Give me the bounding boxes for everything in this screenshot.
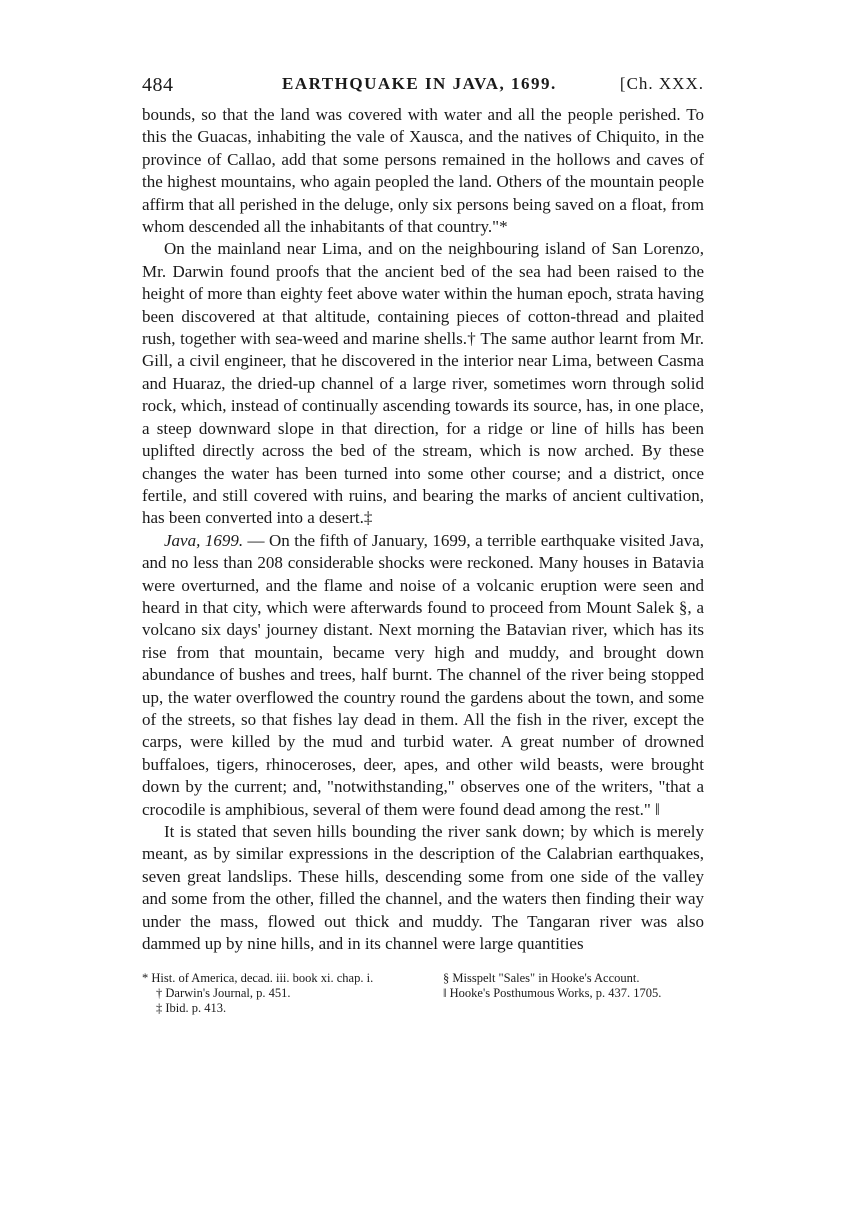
paragraph-3-text: — On the fifth of January, 1699, a terrible earthquake visited Java, and no less than 208 considerable shocks were reckoned. Many houses in Batavia were overturned, and the flame and noise of a volcanic eruption were seen and heard in that city, which were afterwards found to proceed from Mount Salek §, a volcano six days' journey distant. Next morning the Batavian river, which has its rise from that mountain, became very high and muddy, and brought down abundance of bushes and trees, half burnt. The channel of the river being stopped up, the water overflowed the country round the gardens about the town, and some of the streets, so that fishes lay dead in them. All the fish in the river, except the carps, were killed by the mud and turbid water. A great number of drowned buffaloes, tigers, rhinoceroses, deer, apes, and other wild beasts, were brought down by the current; and, "notwithstanding," observes one of the writers, "that a crocodile is amphibious, several of them were found dead among the rest." ‖ (142, 530, 704, 819)
footnote-dagger: † Darwin's Journal, p. 451. (156, 986, 291, 1001)
footnotes (142, 971, 704, 1016)
footnote-star: * Hist. of America, decad. iii. book xi. chap. i. (142, 971, 374, 986)
footnote-section: § Misspelt "Sales" in Hooke's Account. (443, 971, 640, 986)
footnote-double-dagger: ‡ Ibid. p. 413. (156, 1001, 227, 1016)
running-title: EARTHQUAKE IN JAVA, 1699. (282, 74, 557, 93)
footnote-parallel: ‖ Hooke's Posthumous Works, p. 437. 1705. (443, 986, 662, 1001)
section-lead-java-1699: Java, 1699. (164, 530, 244, 550)
footnotes-right (443, 971, 704, 1016)
paragraph-4: It is stated that seven hills bounding the river sank down; by which is merely meant, as by similar expressions in the description of the Calabrian earthquakes, seven great landslips. These hills, descending some from one side of the valley and some from the other, filled the channel, and the waters then finding their way under the mass, flowed out thick and muddy. The Tangaran river was also dammed up by nine hills, and in its channel were large quantities (142, 822, 704, 954)
paragraph-2: On the mainland near Lima, and on the neighbouring island of San Lorenzo, Mr. Darwin found proofs that the ancient bed of the sea had been raised to the height of more than eighty feet above water within the human epoch, strata having been discovered at that altitude, containing pieces of cotton-thread and plaited rush, together with sea-weed and marine shells.† The same author learnt from Mr. Gill, a civil engineer, that he discovered in the interior near Lima, between Casma and Huaraz, the dried-up channel of a large river, sometimes worn through solid rock, which, instead of continually ascending towards its source, has, in one place, a steep downward slope in that direction, for a ridge or line of hills has been uplifted directly across the bed of the stream, which is now arched. By these changes the water has been turned into some other course; and a district, once fertile, and still covered with ruins, and bearing the marks of ancient cultivation, has been converted into a desert.‡ (142, 239, 704, 528)
page-header (142, 74, 704, 104)
paragraph-1: bounds, so that the land was covered with water and all the people perished. To this the Guacas, inhabiting the vale of Xausca, and the natives of Chiquito, in the province of Callao, add that some persons remained in the hollows and caves of the highest mountains, who again peopled the land. Others of the mountain people affirm that all perished in the deluge, only six persons being saved on a float, from whom descended all the inhabitants of that country."* (142, 105, 704, 237)
footnotes-left (142, 971, 403, 1016)
body-text (142, 104, 704, 955)
page-number: 484 (142, 74, 174, 96)
paragraph-3 (142, 530, 704, 821)
chapter-label: [Ch. XXX. (619, 74, 704, 93)
